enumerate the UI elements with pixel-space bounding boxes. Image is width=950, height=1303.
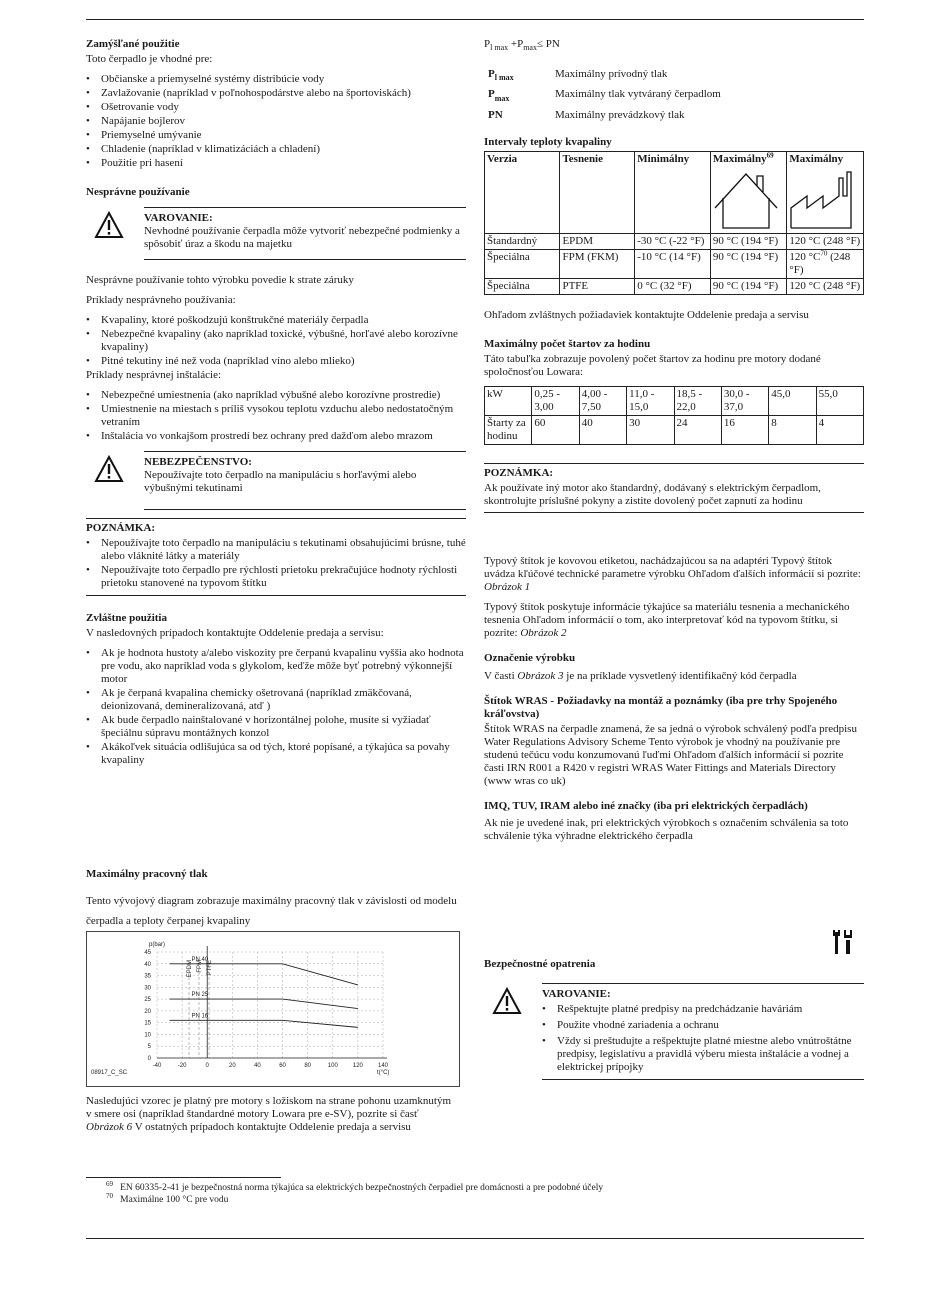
x-tick-label: 120 [352, 1063, 363, 1069]
x-tick-label: 140 [377, 1063, 389, 1069]
warranty-text: Nesprávne používanie tohto výrobku povedie k strate záruky [86, 274, 354, 286]
improper-use-list [86, 314, 466, 368]
y-tick-label: 5 [147, 1044, 151, 1051]
improper-install-list [86, 389, 466, 443]
note-text: Ak používate iný motor ako štandardný, dodávaný s elektrickým čerpadlom, skontrolujte príslušné pokyny a zistite dovolený počet zapnutí za hodinu [484, 481, 821, 507]
starts-text: Táto tabuľka zobrazuje povolený počet štartov za hodinu pre motory dodané spoločnosťou Lowara: [484, 352, 821, 378]
list-item: • Ak bude čerpadlo nainštalované v horizontálnej polohe, musíte si vyžiadať špeciálnu súpravu montážnych konzol [86, 714, 466, 740]
starts-table [484, 386, 864, 445]
improper-use-heading: Nesprávne používanie [86, 186, 190, 198]
wras-text: Štítok WRAS na čerpadle znamená, že sa jedná o výrobok schválený podľa predpisu Water Regulations Advisory Scheme Tento výrobok je vhodný na používanie pre studenú tečúcu vodu konzumovanú ľuďmi Ohľadom ďalších informácií si pozrite časti IRN R001 a R420 v registri WRAS Water Fittings and Materials Directory (www wras co uk) [484, 722, 857, 787]
x-tick-label: 40 [254, 1063, 261, 1069]
danger-box [86, 451, 466, 510]
note-box [86, 518, 466, 596]
y-tick-label: 0 [147, 1056, 151, 1062]
y-tick-label: 10 [144, 1032, 151, 1039]
improper-use-examples: Príklady nesprávneho používania: [86, 294, 236, 306]
warning-box [86, 207, 466, 260]
material-label: PTFE [207, 960, 213, 976]
special-use-list [86, 647, 466, 767]
table-row: Štandardný EPDM -30 °C (-22 °F) 90 °C (194 °F) 120 °C (248 °F) [485, 233, 864, 249]
table-row: Verzia Tesnenie Minimálny Maximálny$^{69}$ Maximálny [485, 151, 864, 233]
list-item: • Nepoužívajte toto čerpadlo pre rýchlosti prietoku prekračujúce hodnoty rýchlosti prietoku stanovené na typovom štítku [86, 564, 466, 590]
x-tick-label: -20 [177, 1063, 187, 1069]
formula-note [86, 1095, 458, 1141]
safety-section [484, 958, 864, 1088]
pressure-formula: $P_{l max} +P_{max}\le$ PN [484, 38, 560, 53]
x-tick-label: 0 [205, 1063, 209, 1069]
footnote: $^{70}$ Maximálne 100 °C pre vodu [106, 1191, 229, 1205]
pressure-chart-svg [87, 932, 459, 1086]
chart-code: 08917_C_SC [91, 1070, 128, 1076]
top-rule [86, 19, 864, 20]
material-label: EPDM [187, 960, 193, 978]
list-item: • Ak je hodnota hustoty a/alebo viskozity pre čerpanú kvapalinu vyššia ako hodnota pre vodu, ako napríklad voda s glykolom, keďže môže byť potrebný výkonnejší motor [86, 647, 466, 686]
danger-title: NEBEZPEČENSTVO: [144, 456, 252, 468]
y-tick-label: 20 [144, 1008, 151, 1015]
x-tick-label: 60 [279, 1063, 286, 1069]
series-label: PN 25 [191, 992, 209, 999]
footnote: $^{69}$ EN 60335-2-41 je bezpečnostná norma týkajúca sa elektrických bezpečnostných čerpadiel pre domácnosti a pre podobné účely [106, 1179, 604, 1193]
list-item: • Pitné tekutiny iné než voda (napríklad víno alebo mlieko) [86, 355, 466, 368]
list-item: • Ak je čerpaná kvapalina chemicky ošetrovaná (napríklad zmäkčovaná, deionizovaná, demineralizovaná, atď ) [86, 687, 466, 713]
list-item: • Priemyselné umývanie [86, 129, 466, 142]
list-item: • Zavlažovanie (napríklad v poľnohospodárstve alebo na športoviskách) [86, 87, 466, 100]
x-axis-label: t(°C) [377, 1070, 390, 1076]
safety-warning-box [484, 983, 864, 1080]
y-tick-label: 35 [144, 973, 151, 980]
warning-title: VAROVANIE: [542, 988, 611, 1000]
y-tick-label: 40 [144, 961, 151, 968]
material-label: FPM [197, 960, 203, 973]
warning-triangle-icon [94, 211, 124, 239]
nameplate-text-2: Typový štítok poskytuje informácie týkajúce sa materiálu tesnenia a mechanického tesnenia Ohľadom informácií o tom, ako interpretovať kód na typovom štítku, si pozrite: [484, 600, 850, 639]
nameplate-text: Typový štítok je kovovou etiketou, nachádzajúcou sa na adaptéri Typový štítok uvádza kľúčové technické parametre výrobku Ohľadom ďalších informácií si pozrite: [484, 554, 861, 580]
series-label: PN 16 [191, 1013, 209, 1020]
left-column [86, 38, 466, 775]
temperature-table [484, 151, 864, 295]
right-column: $P_{l max} +P_{max}\le$ PN $P_{l max}$ Maximálny prívodný tlak $P_{max}$ Maximálny tlak vytváraný čerpadlom PN Maximálny prevádzkový tlak Intervaly teploty kvapaliny Verzia Tesnenie Minimálny Maximálny$^{69}$ Maximálny Štandardný EPDM -30 °C (-22 °F) 90 °C (194 °F) 120 °C (248 °F) Špeciálna FPM (FKM) -10 °C (14 °F) 90 °C (194 °F) 120 $^\circ C^{70}$ (248 °F) Špeciálna PTFE 0 °C (32 °F) 90 °C (194 °F) 120 °C (248 °F) Ohľadom zvláštnych požiadaviek kontaktujte Oddelenie predaja a servisu Maximálny počet štartov za hodinu Táto tabuľka zobrazuje povolený počet štartov za hodinu pre motory dodané spoločnosťou Lowara: kW 0,25 - 3,00 4,00 - 7,50 11,0 - 15,0 18,5 - 22,0 30,0 - 37,0 45,0 55,0 Štarty za hodinu 60 40 30 24 16 8 4 POZNÁMKA: Ak používate iný motor ako štandardný, dodávaný s elektrickým čerpadlom, skontrolujte príslušné pokyny a zistite dovolený počet zapnutí za hodinu Typový štítok je kovovou etiketou, nachádzajúcou sa na adaptéri Typový štítok uvádza kľúčové technické parametre výrobku Ohľadom ďalších informácií si pozrite: Obrázok 1 Typový štítok poskytuje informácie týkajúce sa materiálu tesnenia a mechanického tesnenia Ohľadom informácií o tom, ako interpretovať kód na typovom štítku, si pozrite: Obrázok 2 Označenie výrobku V časti Obrázok 3 je na príklade vysvetlený identifikačný kód čerpadla Štítok WRAS - Požiadavky na montáž a poznámky (iba pre trhy Spojeného kráľovstva) Štítok WRAS na čerpadle znamená, že sa jedná o výrobok schválený podľa predpisu Water Regulations Advisory Scheme Tento výrobok je vhodný na používanie pre studenú tečúcu vodu konzumovanú ľuďmi Ohľadom ďalších informácií si pozrite časti IRN R001 a R420 v registri WRAS Water Fittings and Materials Directory (www wras co uk) IMQ, TUV, IRAM alebo iné značky (iba pri elektrických čerpadlách) Ak nie je uvedené inak, pri elektrických výrobkoch s označením schválenia sa toto schválenie týka výhradne elektrického čerpadla [484, 38, 864, 850]
list-item: • Občianske a priemyselné systémy distribúcie vody [86, 73, 466, 86]
danger-text: Nepoužívajte toto čerpadlo na manipuláciu s horľavými alebo výbušnými tekutinami [144, 469, 417, 494]
note-title: POZNÁMKA: [484, 466, 554, 479]
intended-use-heading: Zamýšľané použitie [86, 38, 180, 50]
note-title: POZNÁMKA: [86, 522, 156, 534]
designation-heading: Označenie výrobku [484, 651, 576, 664]
imq-heading: IMQ, TUV, IRAM alebo iné značky (iba pri elektrických čerpadlách) [484, 799, 808, 812]
table-row: Špeciálna PTFE 0 °C (32 °F) 90 °C (194 °F) 120 °C (248 °F) [485, 278, 864, 294]
series-label: PN 40 [191, 956, 209, 963]
table-row: kW 0,25 - 3,00 4,00 - 7,50 11,0 - 15,0 18,5 - 22,0 30,0 - 37,0 45,0 55,0 [485, 386, 864, 415]
x-tick-label: -40 [152, 1063, 162, 1069]
list-item: • Umiestnenie na miestach s príliš vysokou teplotu vzduchu alebo nedostatočným vetraním [86, 403, 466, 429]
safety-heading: Bezpečnostné opatrenia [484, 958, 596, 970]
table-row: PN Maximálny prevádzkový tlak [488, 108, 685, 121]
y-tick-label: 25 [144, 997, 151, 1004]
special-use-heading: Zvláštne použitia [86, 612, 167, 624]
figure-ref: Obrázok 6 [86, 1121, 133, 1133]
improper-install-examples: Príklady nesprávnej inštalácie: [86, 369, 222, 381]
y-axis-label: p(bar) [149, 942, 166, 948]
temperature-note: Ohľadom zvláštnych požiadaviek kontaktujte Oddelenie predaja a servisu [484, 308, 809, 321]
imq-text: Ak nie je uvedené inak, pri elektrických výrobkoch s označením schválenia sa toto schválenie týka výhradne elektrického čerpadla [484, 816, 849, 842]
warning-title: VAROVANIE: [144, 212, 213, 224]
list-item: • Rešpektujte platné predpisy na predchádzanie haváriám [542, 1003, 864, 1016]
bottom-rule [86, 1238, 864, 1239]
note-box-2 [484, 463, 864, 513]
list-item: • Nebezpečné umiestnenia (ako napríklad výbušné alebo korozívne prostredie) [86, 389, 466, 402]
y-tick-label: 15 [144, 1020, 151, 1027]
intended-use-intro: Toto čerpadlo je vhodné pre: [86, 53, 213, 65]
series-line [170, 999, 358, 1008]
special-use-intro: V nasledovných prípadoch kontaktujte Oddelenie predaja a servisu: [86, 627, 384, 639]
figure-ref: Obrázok 2 [520, 626, 567, 639]
intended-use-list [86, 73, 466, 170]
list-item: • Použite vhodné zariadenia a ochranu [542, 1019, 864, 1032]
footnote-rule [86, 1177, 281, 1178]
list-item: • Použitie pri hasení [86, 157, 466, 170]
warning-text: Nevhodné používanie čerpadla môže vytvoriť nebezpečné podmienky a spôsobiť úraz a škodu na majetku [144, 225, 460, 250]
list-item: • Nebezpečné kvapaliny (ako napríklad toxické, výbušné, horľavé alebo korozívne kvapaliny) [86, 328, 466, 354]
x-tick-label: 20 [228, 1063, 236, 1069]
list-item: • Chladenie (napríklad v klimatizáciách a chladení) [86, 143, 466, 156]
temperature-heading: Intervaly teploty kvapaliny [484, 135, 612, 148]
y-tick-label: 45 [144, 950, 151, 956]
list-item: • Napájanie bojlerov [86, 115, 466, 128]
pressure-text: Tento vývojový diagram zobrazuje maximálny pracovný tlak v závislosti od modelu čerpadla a teploty čerpanej kvapaliny [86, 895, 457, 927]
wras-heading: Štítok WRAS - Požiadavky na montáž a poznámky (iba pre trhy Spojeného kráľovstva) [484, 694, 838, 720]
x-tick-label: 100 [327, 1063, 338, 1069]
table-row: Špeciálna FPM (FKM) -10 °C (14 °F) 90 °C (194 °F) 120 $^\circ C^{70}$ (248 °F) [485, 249, 864, 278]
figure-ref: Obrázok 3 [517, 669, 564, 682]
list-item: • Akákoľvek situácia odlišujúca sa od tých, ktoré popísané, a týkajúca sa povahy kvapaliny [86, 741, 466, 767]
footnotes [106, 1179, 604, 1206]
pressure-heading: Maximálny pracovný tlak [86, 868, 208, 880]
warning-triangle-icon [94, 455, 124, 483]
list-item: • Inštalácia vo vonkajšom prostredí bez ochrany pred dažďom alebo mrazom [86, 430, 466, 443]
table-row: $P_{max}$ Maximálny tlak vytváraný čerpadlom [488, 88, 721, 103]
table-row: Štarty za hodinu 60 40 30 24 16 8 4 [485, 415, 864, 444]
list-item: • Vždy si preštudujte a rešpektujte platné miestne alebo vnútroštátne predpisy, legislatívu a pravidlá výberu miesta inštalácie a vodnej a elektrickej prípojky [542, 1035, 864, 1074]
list-item: • Ošetrovanie vody [86, 101, 466, 114]
pressure-section [86, 868, 466, 938]
house-icon [713, 168, 779, 230]
list-item: • Nepoužívajte toto čerpadlo na manipuláciu s tekutinami obsahujúcimi brúsne, tuhé alebo vláknité látky a materiály [86, 537, 466, 563]
table-row: $P_{l max}$ Maximálny prívodný tlak [488, 68, 668, 83]
tools-icon [832, 928, 854, 956]
list-item: • Kvapaliny, ktoré poškodzujú konštrukčné materiály čerpadla [86, 314, 466, 327]
formula-parameters [484, 66, 729, 123]
series-line [170, 1020, 358, 1027]
formula-text-a: Nasledujúci vzorec je platný pre motory s ložiskom na strane pohonu uzamknutým v smere osi (napríklad štandardné motory Lowara pre e-SV), pozrite si časť [86, 1095, 452, 1120]
x-tick-label: 80 [304, 1063, 312, 1069]
factory-icon [789, 168, 855, 230]
figure-ref: Obrázok 1 [484, 580, 531, 593]
pressure-chart [86, 931, 460, 1087]
y-tick-label: 30 [144, 985, 151, 992]
starts-heading: Maximálny počet štartov za hodinu [484, 337, 651, 350]
warning-triangle-icon [492, 987, 522, 1015]
formula-text-b: V ostatných prípadoch kontaktujte Oddelenie predaja a servisu [132, 1121, 411, 1133]
